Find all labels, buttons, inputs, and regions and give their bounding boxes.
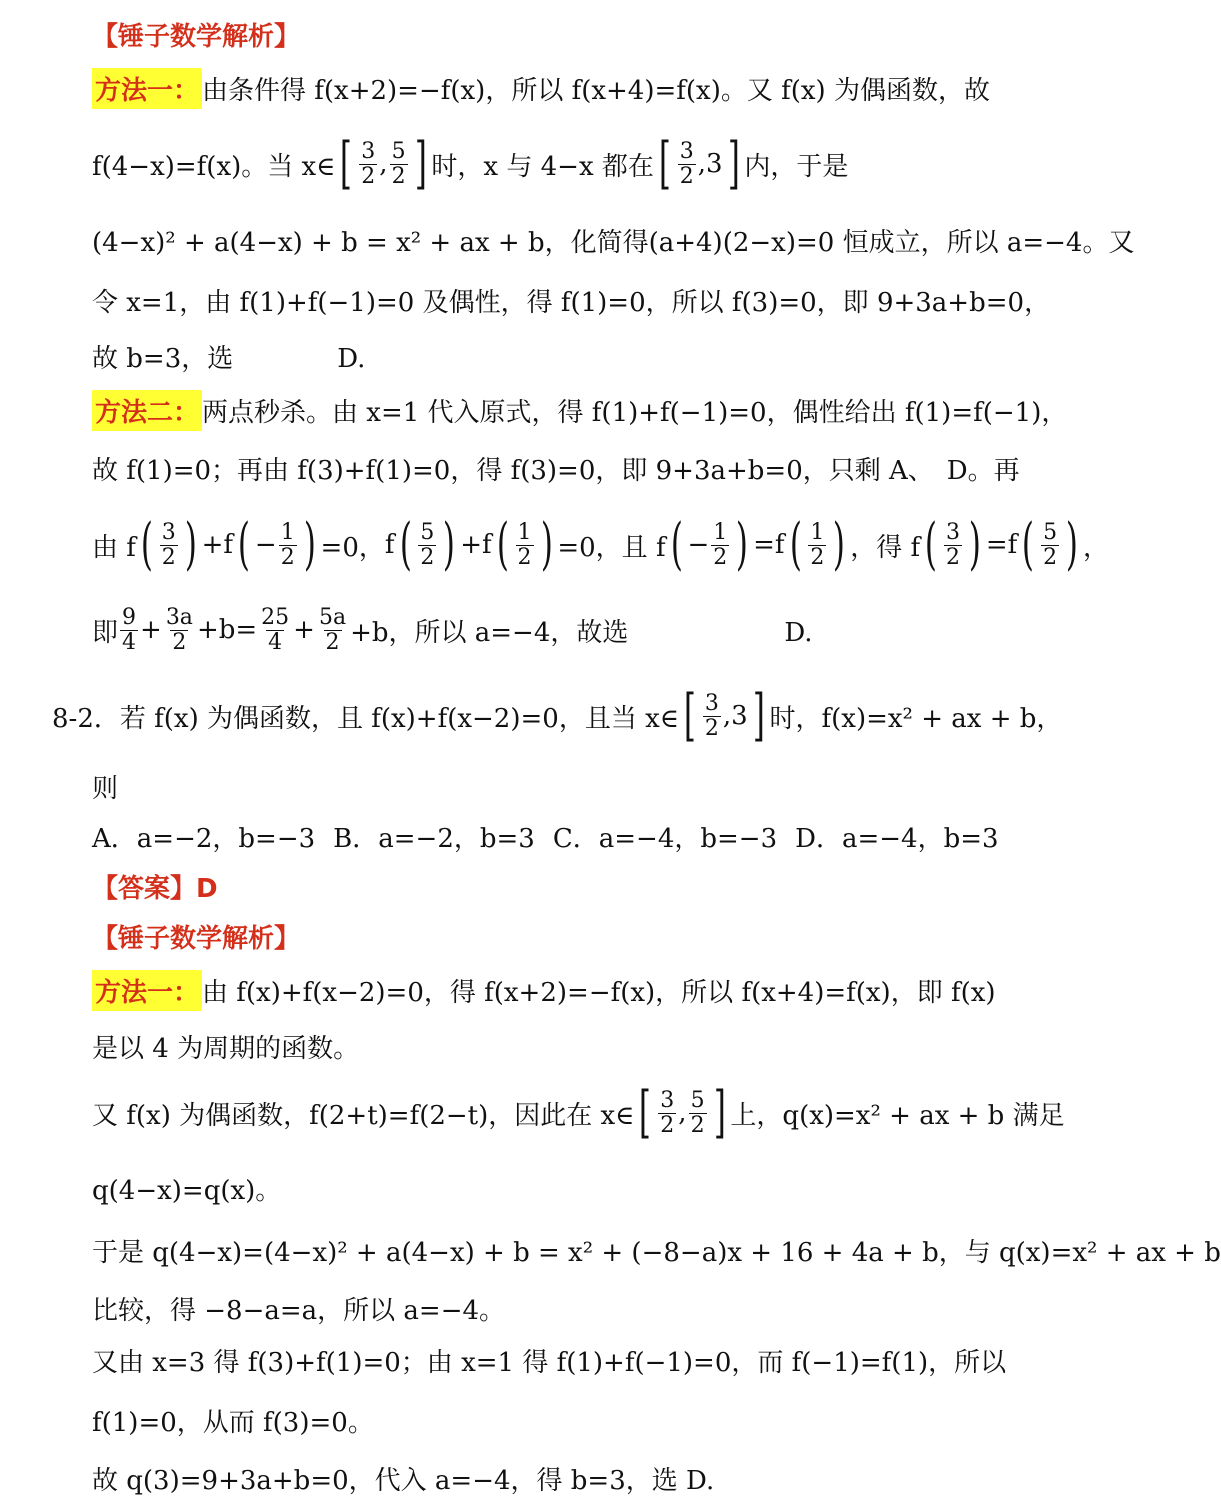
bracket: )	[736, 512, 749, 577]
s2-line5: 于是 q(4−x)=(4−x)² + a(4−x) + b = x² + (−8−a)x + 16 + 4a + b，与 q(x)=x² + ax + b	[92, 1237, 1221, 1268]
fraction: $\frac{3a}{2}$	[165, 605, 193, 655]
method1-tag: 方法一：	[92, 68, 202, 109]
fraction: $\frac{1}{2}$	[810, 520, 825, 570]
s2-line2: 是以 4 为周期的函数。	[92, 1033, 360, 1064]
fraction: $\frac{5a}{2}$	[318, 605, 347, 655]
fraction: $\frac{25}{4}$	[261, 605, 290, 655]
method1-line4: 令 x=1，由 f(1)+f(−1)=0 及偶性，得 f(1)=0，所以 f(3)=0，即 9+3a+b=0，	[92, 287, 1051, 318]
bracket: )	[1066, 512, 1079, 577]
bracket: )	[303, 512, 316, 577]
fraction: $\frac{5}{2}$	[391, 139, 406, 189]
bracket: (	[925, 512, 938, 577]
fraction: $\frac{3}{2}$	[945, 520, 960, 570]
question-then: 则	[92, 773, 119, 804]
fraction: $\frac{3}{2}$	[361, 139, 376, 189]
option-c: C．a=−4，b=−3	[552, 823, 778, 854]
option-d: D．a=−4，b=3	[795, 823, 999, 854]
method2-tag: 方法二：	[92, 390, 202, 431]
bracket: ]	[414, 131, 427, 196]
s2-line9: 故 q(3)=9+3a+b=0，代入 a=−4，得 b=3，选 D.	[92, 1465, 715, 1496]
option-b: B．a=−2，b=3	[333, 823, 535, 854]
bracket: ]	[727, 131, 740, 196]
method1-line2: f(4−x)=f(x)。当 x∈ [ $\frac{3}{2}$ , $\frac{5}{2}$ ] 时，x 与 4−x 都在 [ $\frac{3}{2}$ ,3 ] 内，于是	[92, 131, 849, 196]
fraction: $\frac{1}{2}$	[280, 520, 295, 570]
bracket: [	[683, 683, 696, 748]
fraction: $\frac{3}{2}$	[161, 520, 176, 570]
bracket: (	[237, 512, 250, 577]
question-8-2: 8-2．若 f(x) 为偶函数，且 f(x)+f(x−2)=0，且当 x∈ [ $\frac{3}{2}$ ,3 ] 时，f(x)=x² + ax + b，	[52, 683, 1063, 748]
bracket: )	[540, 512, 553, 577]
fraction: $\frac{9}{4}$	[122, 605, 137, 655]
method2-line1: 方法二： 两点秒杀。由 x=1 代入原式，得 f(1)+f(−1)=0，偶性给出 f(1)=f(−1)，	[92, 380, 1067, 440]
bracket: (	[789, 512, 802, 577]
fraction: $\frac{3}{2}$	[704, 691, 719, 741]
solution-heading-2: 【锤子数学解析】	[92, 923, 301, 954]
method2-line4: 即 $\frac{9}{4}$ + $\frac{3a}{2}$ +b= $\frac{25}{4}$ + $\frac{5a}{2}$ +b，所以 a=−4，故选 D.	[92, 605, 813, 655]
s2-line8: f(1)=0，从而 f(3)=0。	[92, 1407, 374, 1438]
question-options	[92, 806, 1017, 866]
bracket: )	[968, 512, 981, 577]
s2-line7: 又由 x=3 得 f(3)+f(1)=0；由 x=1 得 f(1)+f(−1)=0，而 f(−1)=f(1)，所以	[92, 1347, 1007, 1378]
method1-line3: (4−x)² + a(4−x) + b = x² + ax + b，化简得(a+4)(2−x)=0 恒成立，所以 a=−4。又	[92, 227, 1135, 258]
method2-line3: 由 f ( $\frac{3}{2}$ ) +f ( − $\frac{1}{2}$ ) =0， f ( $\frac{5}{2}$ ) +f ( $\frac{1}{2}$ ) =0，且 f ( − $\frac{1}{2}$ ) =f ( $\frac{1}{2}$ ) ，得 f ( $\frac{3}{2}$ ) =f ( $\frac{5}{2}$ ) ，	[92, 512, 1109, 577]
fraction: $\frac{5}{2}$	[690, 1088, 705, 1138]
bracket: [	[639, 1080, 652, 1145]
s2-line3: 又 f(x) 为偶函数，f(2+t)=f(2−t)，因此在 x∈ [ $\frac{3}{2}$ , $\frac{5}{2}$ ] 上，q(x)=x² + ax + b 满足	[92, 1080, 1065, 1145]
s2-method1-tag: 方法一：	[92, 970, 202, 1011]
fraction: $\frac{3}{2}$	[660, 1088, 675, 1138]
fraction: $\frac{1}{2}$	[517, 520, 532, 570]
bracket: (	[670, 512, 683, 577]
s2-line4: q(4−x)=q(x)。	[92, 1175, 282, 1206]
bracket: )	[833, 512, 846, 577]
bracket: (	[399, 512, 412, 577]
bracket: ]	[713, 1080, 726, 1145]
bracket: )	[184, 512, 197, 577]
bracket: [	[340, 131, 353, 196]
s2-line6: 比较，得 −8−a=a，所以 a=−4。	[92, 1295, 506, 1326]
bracket: [	[658, 131, 671, 196]
fraction: $\frac{3}{2}$	[679, 139, 694, 189]
bracket: (	[496, 512, 509, 577]
method1-line5: 故 b=3，选 D.	[92, 343, 366, 374]
bracket: ]	[752, 683, 765, 748]
fraction: $\frac{1}{2}$	[713, 520, 728, 570]
s2-method1-line1: 方法一： 由 f(x)+f(x−2)=0，得 f(x+2)=−f(x)，所以 f(x+4)=f(x)，即 f(x)	[92, 960, 996, 1020]
solution-heading-1: 【锤子数学解析】	[92, 21, 301, 52]
fraction: $\frac{5}{2}$	[420, 520, 435, 570]
method1-line1: 方法一： 由条件得 f(x+2)=−f(x)，所以 f(x+4)=f(x)。又 f(x) 为偶函数，故	[92, 58, 990, 118]
fraction: $\frac{5}{2}$	[1043, 520, 1058, 570]
method2-line2: 故 f(1)=0；再由 f(3)+f(1)=0，得 f(3)=0，即 9+3a+b=0，只剩 A、 D。再	[92, 455, 1020, 486]
answer: 【答案】D	[92, 873, 218, 904]
option-a: A．a=−2，b=−3	[92, 823, 316, 854]
bracket: (	[1022, 512, 1035, 577]
bracket: )	[443, 512, 456, 577]
bracket: (	[140, 512, 153, 577]
